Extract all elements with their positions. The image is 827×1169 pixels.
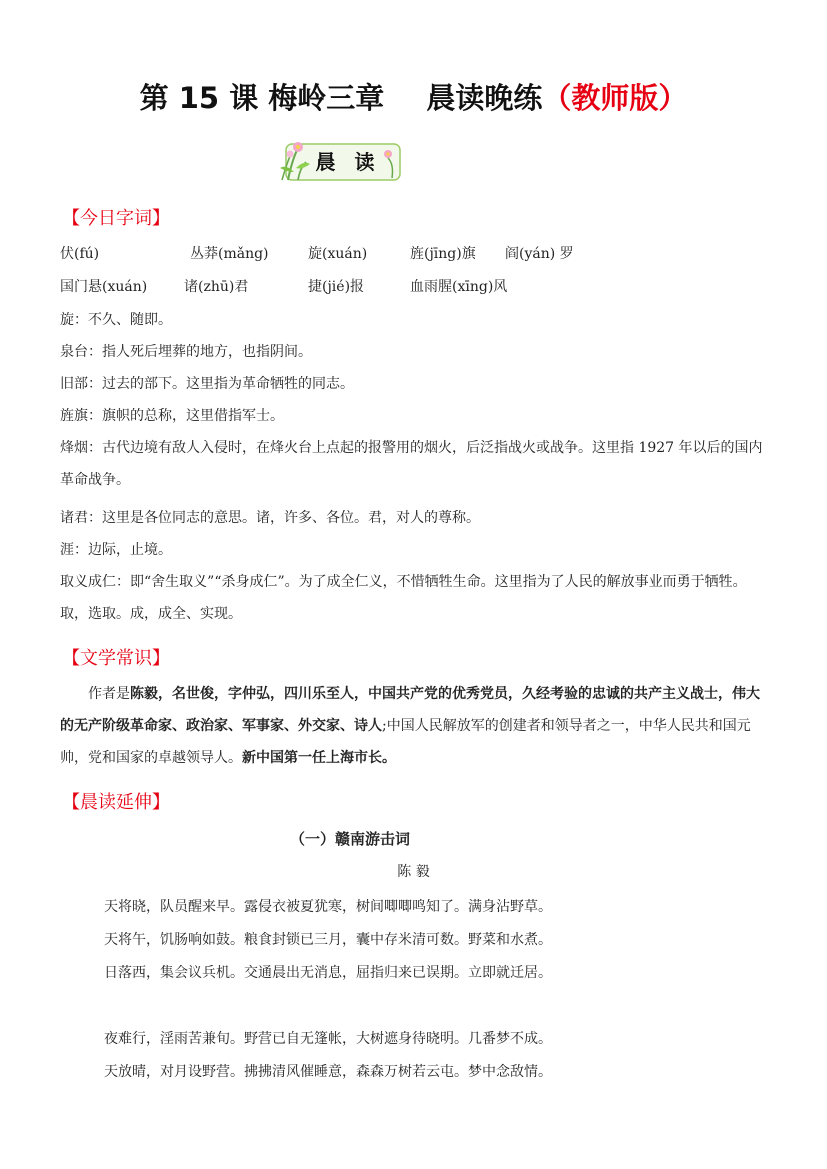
poem-title: （一）赣南游击词 (289, 830, 410, 848)
poem-author: 陈 毅 (397, 864, 430, 880)
word-item: 旋(xuán) (308, 246, 368, 262)
word-item: 伏(fú) (60, 246, 100, 262)
section-heading-extension: 【晨读延伸】 (62, 792, 170, 813)
word-item: 国门悬(xuán) (60, 279, 148, 295)
poem-line: 夜难行，淫雨苦兼旬。野营已自无篷帐，大树遮身待晓明。几番梦不成。 (104, 1031, 552, 1047)
definition: 泉台：指人死后埋葬的地方，也指阴间。 (60, 344, 312, 360)
title-edition: （教师版） (542, 81, 688, 115)
lit-intro: 作者是 (88, 686, 130, 702)
definition: 取义成仁：即“舍生取义”“杀身成仁”。为了成全仁义，不惜牺牲生命。这里指为了人民的解放事业而勇于牺牲。取，选取。成，成全、实现。 (60, 574, 747, 622)
banner-label: 晨 读 (315, 150, 381, 174)
definition: 旋：不久、随即。 (60, 312, 172, 328)
word-item: 捷(jié)报 (308, 279, 365, 295)
lit-bold-2: 新中国第一任上海市长。 (242, 750, 396, 766)
word-item: 阎(yán) 罗 (505, 246, 574, 262)
poem-line: 天放晴，对月设野营。拂拂清风催睡意，森森万树若云屯。梦中念敌情。 (104, 1064, 552, 1080)
morning-reading-banner (268, 138, 404, 184)
poem-line: 日落西，集会议兵机。交通晨出无消息，屈指归来已误期。立即就迁居。 (104, 965, 552, 981)
word-item: 诸(zhū)君 (184, 279, 249, 295)
section-heading-words: 【今日字词】 (62, 208, 170, 229)
poem-line: 天将午，饥肠响如鼓。粮食封锁已三月，囊中存米清可数。野菜和水煮。 (104, 932, 552, 948)
definition: 涯：边际，止境。 (60, 542, 172, 558)
title-main: 第 15 课 梅岭三章 (139, 81, 385, 115)
lit-bold-1: 陈毅，名世俊，字仲弘，四川乐至人，中国共产党的优秀党员，久经考验的忠诚的共产主义战士，伟大的无产阶级革命家、政治家、军事家、外交家、诗人 (60, 686, 760, 734)
section-heading-literature: 【文学常识】 (62, 648, 170, 669)
definition: 旧部：过去的部下。这里指为革命牺牲的同志。 (60, 376, 354, 392)
word-item: 丛莽(mǎng) (190, 246, 269, 262)
definition: 旌旗：旗帜的总称，这里借指军士。 (60, 408, 284, 424)
poem-line: 天将晓，队员醒来早。露侵衣被夏犹寒，树间唧唧鸣知了。满身沾野草。 (104, 899, 552, 915)
page-title (0, 76, 827, 117)
title-sub: 晨读晚练 (426, 81, 543, 115)
definition: 诸君：这里是各位同志的意思。诸，许多、各位。君，对人的尊称。 (60, 510, 480, 526)
lit-normal-1: ;中国人民解放军的创建者和领导者之一，中华人民共和国元帅，党和国家的卓越领导人。 (60, 718, 751, 766)
word-item: 血雨腥(xīng)风 (410, 279, 508, 295)
definition: 烽烟：古代边境有敌人入侵时，在烽火台上点起的报警用的烟火，后泛指战火或战争。这里指 1927 年以后的国内革命战争。 (60, 440, 763, 488)
word-item: 旌(jīng)旗 (410, 246, 476, 262)
literature-paragraph (60, 678, 772, 774)
